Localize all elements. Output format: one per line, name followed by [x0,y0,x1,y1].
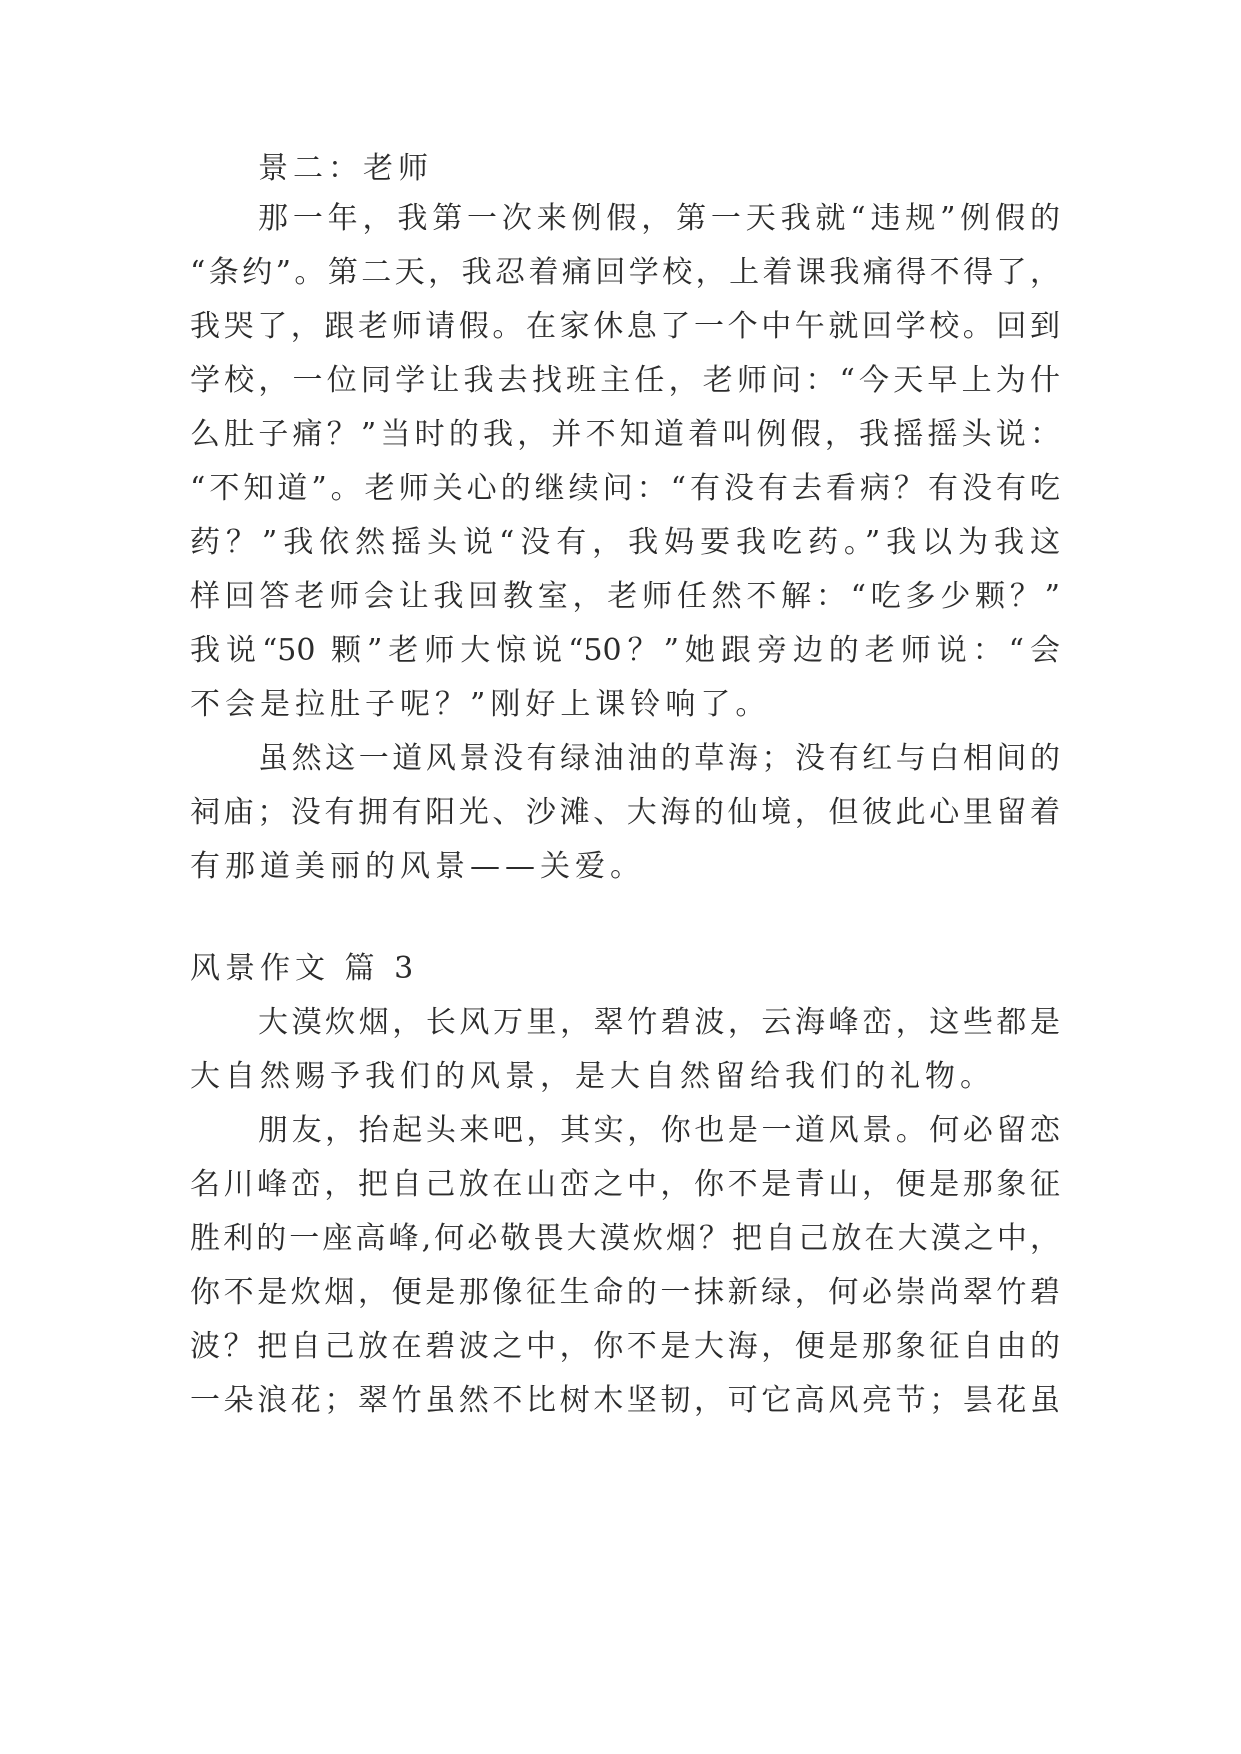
text-line: 大自然赐予我们的风景，是大自然留给我们的礼物。 [190,1059,995,1094]
text-line: 不会是拉肚子呢？”刚好上课铃响了。 [190,687,771,722]
text-line: 我哭了，跟老师请假。在家休息了一个中午就回学校。回到 [190,309,1060,344]
text-line: 胜利的一座高峰,何必敬畏大漠炊烟？把自己放在大漠之中， [190,1221,1060,1256]
text-line: 那一年，我第一次来例假，第一天我就“违规”例假的 [258,201,1060,236]
text-line: 一朵浪花；翠竹虽然不比树木坚韧，可它高风亮节；昙花虽 [190,1383,1060,1418]
section-subheading: 景二：老师 [258,151,433,186]
text-line: 有那道美丽的风景——关爱。 [190,849,645,884]
text-line: 么肚子痛？”当时的我，并不知道着叫例假，我摇摇头说： [190,417,1060,452]
text-line: “条约”。第二天，我忍着痛回学校，上着课我痛得不得了， [190,255,1060,290]
text-line: 朋友，抬起头来吧，其实，你也是一道风景。何必留恋 [258,1113,1060,1148]
text-line: “不知道”。老师关心的继续问：“有没有去看病？有没有吃 [190,471,1060,506]
text-line: 你不是炊烟，便是那像征生命的一抹新绿，何必崇尚翠竹碧 [190,1275,1060,1310]
text-line: 名川峰峦，把自己放在山峦之中，你不是青山，便是那象征 [190,1167,1060,1202]
text-line: 祠庙；没有拥有阳光、沙滩、大海的仙境，但彼此心里留着 [190,795,1060,830]
text-line: 虽然这一道风景没有绿油油的草海；没有红与白相间的 [258,741,1060,776]
section-heading: 风景作文 篇 3 [190,951,419,986]
text-line: 学校，一位同学让我去找班主任，老师问：“今天早上为什 [190,363,1060,398]
text-line: 波？把自己放在碧波之中，你不是大海，便是那象征自由的 [190,1329,1060,1364]
text-line: 药？”我依然摇头说“没有，我妈要我吃药。”我以为我这 [190,525,1060,560]
text-line: 样回答老师会让我回教室，老师任然不解：“吃多少颗？” [190,579,1060,614]
text-line: 我说“50 颗”老师大惊说“50？”她跟旁边的老师说：“会 [190,633,1060,668]
text-line: 大漠炊烟，长风万里，翠竹碧波，云海峰峦，这些都是 [258,1005,1060,1040]
